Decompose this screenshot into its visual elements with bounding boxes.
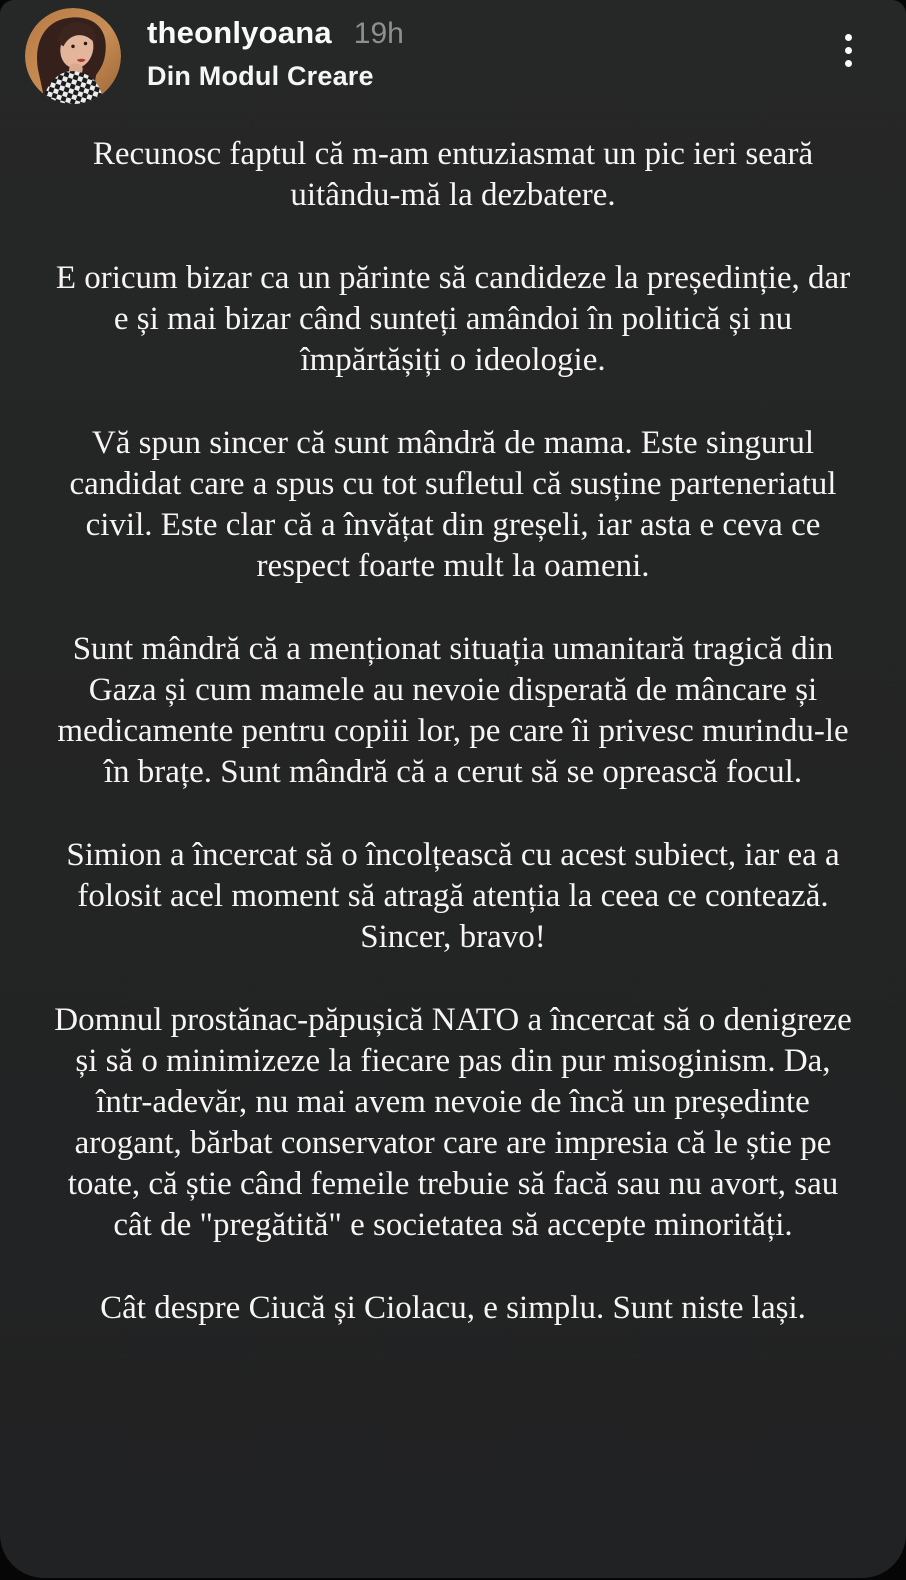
story-paragraph: Recunosc faptul că m-am entuziasmat un pic ieri seară uitându-mă la dezbatere. bbox=[92, 136, 814, 213]
story-paragraph: Sunt mândră că a menționat situația umanitară tragică din Gaza și cum mamele au nevoie disperată de mâncare și medicamente pentru copiii lor, pe care îi privesc murindu-le în brațe. Sunt mândră că a cerut să se oprească focul. bbox=[57, 631, 849, 790]
story-paragraph: E oricum bizar ca un părinte să candideze la președinție, dar e și mai bizar când sunteți amândoi în politică și nu împărtășiți o ideologie. bbox=[55, 260, 851, 378]
avatar-image bbox=[25, 8, 121, 104]
username-row[interactable] bbox=[147, 16, 404, 51]
username[interactable]: theonlyoana bbox=[147, 15, 332, 50]
avatar[interactable] bbox=[25, 8, 121, 104]
header-text bbox=[147, 8, 404, 92]
story-paragraph: Domnul prostănac-păpușică NATO a încercat să o denigreze și să o minimizeze la fiecare pas din pur misoginism. Da, într-adevăr, nu mai avem nevoie de încă un președinte arogant, bărbat conservator care are impresia că le știe pe toate, că știe când femeile trebuie să facă sau nu avort, sau cât de "pregătită" e societatea să accepte minorități. bbox=[54, 1002, 852, 1243]
story-paragraph: Simion a încercat să o încolțească cu acest subiect, iar ea a folosit acel moment să atragă atenția la ceea ce contează. Sincer, bravo! bbox=[66, 837, 840, 955]
story-paragraph: Cât despre Ciucă și Ciolacu, e simplu. Sunt niste lași. bbox=[100, 1290, 806, 1326]
menu-dot bbox=[845, 60, 852, 67]
story-source-label: Din Modul Creare bbox=[147, 61, 374, 91]
menu-dot bbox=[845, 34, 852, 41]
story-timestamp: 19h bbox=[353, 17, 404, 50]
kebab-menu-icon[interactable] bbox=[826, 22, 870, 78]
story-header bbox=[0, 0, 906, 112]
story-paragraph: Vă spun sincer că sunt mândră de mama. Este singurul candidat care a spus cu tot sufletul că susține parteneriatul civil. Este clar că a învățat din greșeli, iar asta e ceva ce respect foarte mult la oameni. bbox=[69, 425, 837, 584]
menu-dot bbox=[845, 47, 852, 54]
story-text-block bbox=[0, 112, 906, 1371]
